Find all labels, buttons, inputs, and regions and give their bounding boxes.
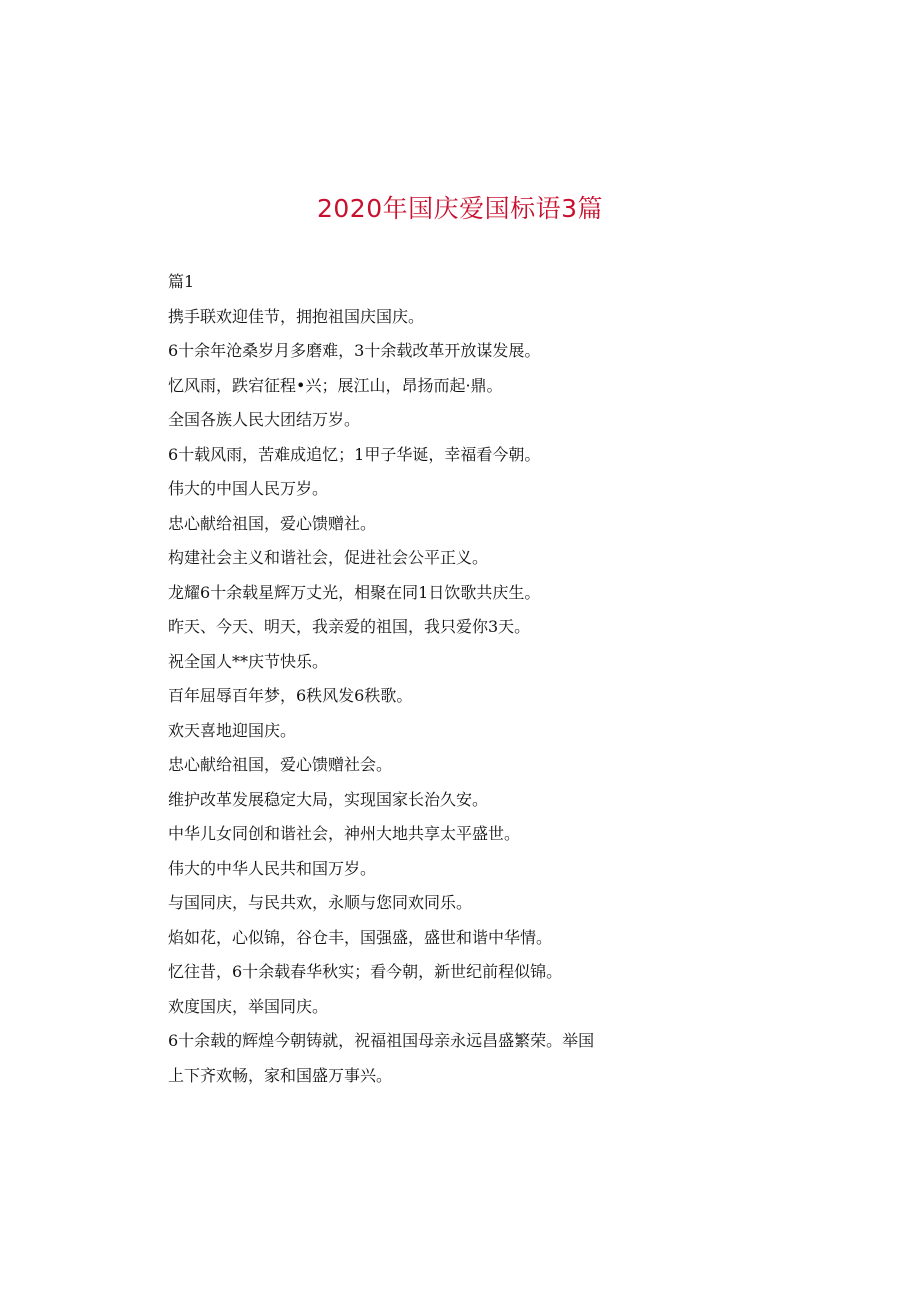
slogan-line: 昨天、今天、明天，我亲爱的祖国，我只爱你3天。 [168,617,531,636]
section-heading: 篇1 [168,272,195,291]
slogan-line: 6十余载的辉煌今朝铸就，祝福祖国母亲永远昌盛繁荣。举国 [168,1031,595,1050]
slogan-line: 伟大的中国人民万岁。 [168,479,329,498]
document-body [168,268,638,1096]
slogan-line: 欢度国庆，举国同庆。 [168,996,329,1016]
slogan-line: 焰如花，心似锦，谷仓丰，国强盛，盛世和谐中华情。 [168,927,553,947]
slogan-line: 祝全国人**庆节快乐。 [168,651,329,671]
slogan-line: 全国各族人民大团结万岁。 [168,410,361,429]
slogan-line: 忆风雨，跌宕征程•兴；展江山，昂扬而起·鼎。 [168,375,503,395]
slogan-line: 欢天喜地迎国庆。 [168,720,297,740]
slogan-line: 忠心献给祖国，爱心馈赠社。 [168,513,377,533]
slogan-line: 百年屈辱百年梦，6秩风发6秩歌。 [168,686,413,705]
slogan-line: 6十余年沧桑岁月多磨难，3十余载改革开放谋发展。 [168,341,541,360]
slogan-line: 忆往昔，6十余载春华秋实；看今朝，新世纪前程似锦。 [168,962,563,981]
slogan-line: 与国同庆，与民共欢，永顺与您同欢同乐。 [168,893,473,912]
slogan-line: 6十载风雨，苦难成追忆；1甲子华诞，幸福看今朝。 [168,444,541,464]
document-title: 2020年国庆爱国标语3篇 [316,194,604,223]
slogan-line: 中华儿女同创和谐社会，神州大地共享太平盛世。 [168,824,521,843]
slogan-line: 维护改革发展稳定大局，实现国家长治久安。 [168,789,489,809]
slogan-line: 构建社会主义和谐社会，促进社会公平正义。 [168,548,489,567]
slogan-line: 上下齐欢畅，家和国盛万事兴。 [168,1065,393,1085]
slogan-line: 伟大的中华人民共和国万岁。 [168,858,377,878]
slogan-line: 龙耀6十余载星辉万丈光，相聚在同1日饮歌共庆生。 [168,582,541,602]
slogan-line: 携手联欢迎佳节，拥抱祖国庆国庆。 [168,306,425,326]
slogan-line: 忠心献给祖国，爱心馈赠社会。 [168,755,393,774]
